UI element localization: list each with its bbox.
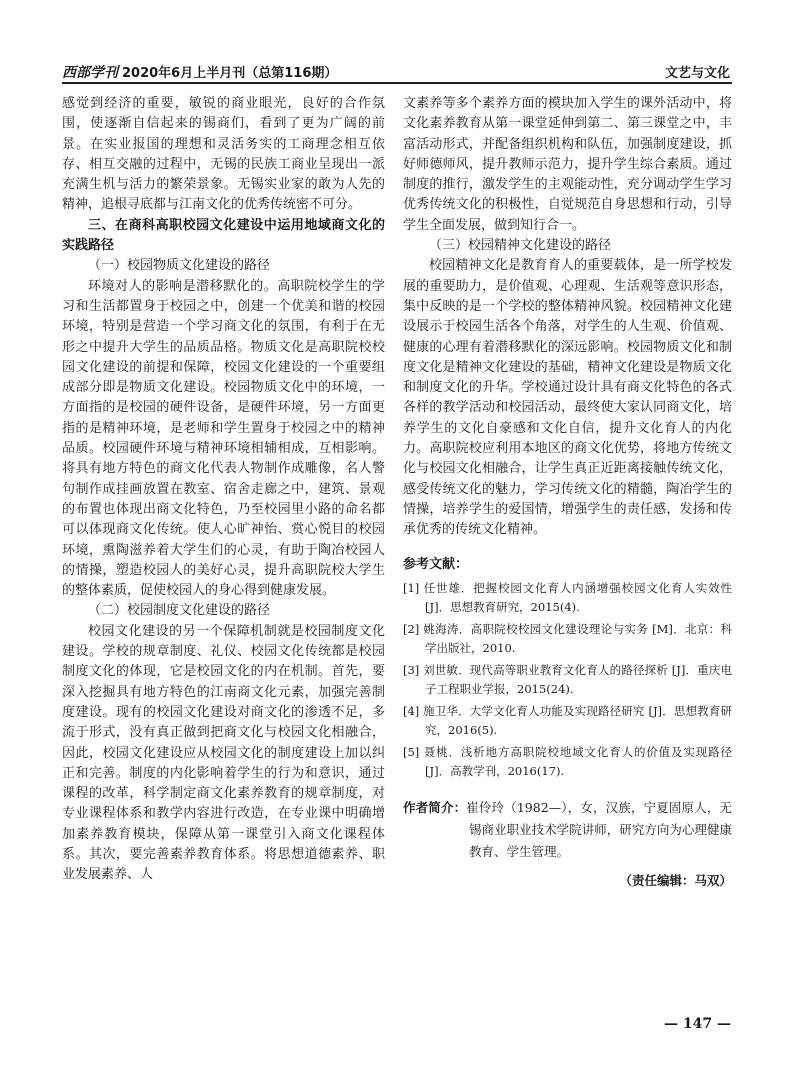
paragraph: 文素养等多个素养方面的模块加入学生的课外活动中，将文化素养教育从第一课堂延伸到第二、第三课堂之中，丰富活动形式，并配备组织机构和队伍，加强制度建设，抓好师德师风，提升教师示范力，提升学生综合素质。通过制度的推行，激发学生的主观能动性，充分调动学生学习优秀传统文化的积极性，自觉规范自身思想和行动，引导学生全面发展，做到知行合一。 bbox=[403, 96, 732, 233]
paragraph: 校园文化建设的另一个保障机制就是校园制度文化建设。学校的规章制度、礼仪、校园文化传统都是校园制度文化的体现，它是校园文化的内在机制。首先，要深入挖掘具有地方特色的江南商文化元素，加强完善制度建设。现有的校园文化建设对商文化的渗透不足，多流于形式，没有真正做到把商文化与校园文化相融合，因此，校园文化建设应从校园文化的制度建设上加以纠正和完善。制度的内化影响着学生的行为和意识，通过课程的改革，科学制定商文化素养教育的规章制度，对专业课程体系和教学内容进行改造，在专业课中明确增加素养教育模块，保障从第一课堂引入商文化课程体系。其次，要完善素养教育体系。将思想道德素养、职业发展素养、人 bbox=[62, 623, 385, 883]
page-number: — 147 — bbox=[664, 1016, 731, 1032]
subsection-heading: （一）校园物质文化建设的路径 bbox=[88, 258, 271, 274]
running-header bbox=[62, 58, 732, 82]
references-list bbox=[403, 579, 732, 781]
paragraph: 校园精神文化是教育育人的重要载体，是一所学校发展的重要助力，是价值观、心理观、生活观等意识形态，集中反映的是一个学校的整体精神风貌。校园精神文化建设展示于校园生活各个角落，对学生的人生观、价值观、健康的心理有着潜移默化的深远影响。校园物质文化和制度文化是精神文化建设的基础，精神文化建设是物质文化和制度文化的升华。学校通过设计具有商文化特色的各式各样的教学活动和校园活动，最终使大家认同商文化，培养学生的文化自豪感和文化自信，提升文化育人的内化力。高职院校应利用本地区的商文化优势，将地方传统文化与校园文化相融合，让学生真正近距离接触传统文化，感受传统文化的魅力，学习传统文化的精髓，陶冶学生的情操，培养学生的爱国情，增强学生的责任感，发扬和传承优秀的传统文化精神。 bbox=[403, 258, 732, 538]
section-title: 文艺与文化 bbox=[664, 66, 730, 81]
issue-info: 2020年6月上半月刊（总第116期） bbox=[122, 66, 338, 81]
reference-item: [1] 任世雄．把握校园文化育人内涵增强校园文化育人实效性[J]．思想教育研究，2015(4). bbox=[403, 580, 732, 614]
author-text: 崔伶玲（1982—），女，汉族，宁夏固原人，无锡商业职业技术学院讲师，研究方向为心理健康教育、学生管理。 bbox=[466, 799, 732, 859]
reference-item: [2] 姚海涛．高职院校校园文化建设理论与实务 [M]．北京：科学出版社，2010. bbox=[403, 621, 732, 655]
journal-info bbox=[62, 62, 337, 82]
subsection-heading: （二）校园制度文化建设的路径 bbox=[88, 603, 271, 619]
references-heading: 参考文献： bbox=[403, 556, 469, 572]
header-rule bbox=[62, 82, 732, 84]
author-label: 作者简介： bbox=[403, 799, 467, 815]
left-column bbox=[62, 94, 385, 886]
paragraph: 感觉到经济的重要，敏锐的商业眼光，良好的合作氛围，使逐渐自信起来的锡商们，看到了更为广阔的前景。在实业报国的理想和灵活务实的工商理念相互依存、相互交融的过程中，无锡的民族工商业呈现出一派充满生机与活力的繁荣景象。无锡实业家的敢为人先的精神，追根寻底都与江南文化的优秀传统密不可分。 bbox=[62, 96, 385, 213]
paragraph: 环境对人的影响是潜移默化的。高职院校学生的学习和生活都置身于校园之中，创建一个优美和谐的校园环境，特别是营造一个学习商文化的氛围，有利于在无形之中提升大学生的品质品格。物质文化是高职院校校园文化建设的前提和保障，校园文化建设的一个重要组成部分即是物质文化建设。校园物质文化中的环境，一方面指的是校园的硬件设备，是硬件环境，另一方面更指的是精神环境，是老师和学生置身于校园之中的精神品质。校园硬件环境与精神环境相辅相成，互相影响。将具有地方特色的商文化代表人物制作成雕像，名人警句制作成挂画放置在教室、宿舍走廊之中，建筑、景观的布置也体现出商文化特色，乃至校园里小路的命名都可以体现商文化传统。使人心旷神怡、赏心悦目的校园环境，熏陶滋养着大学生们的心灵，有助于陶冶校园人的情操，塑造校园人的美好心灵，提升高职院校大学生的整体素质，促使校园人的身心得到健康发展。 bbox=[62, 278, 385, 599]
reference-item: [4] 施卫华．大学文化育人功能及实现路径研究 [J]．思想教育研究，2016(5). bbox=[403, 703, 732, 737]
author-bio bbox=[403, 797, 732, 863]
reference-item: [3] 刘世敏．现代高等职业教育文化育人的路径探析 [J]．重庆电子工程职业学报，2015(24). bbox=[403, 662, 732, 696]
responsible-editor: （责任编辑：马双） bbox=[619, 872, 732, 888]
journal-logo: 西部学刊 bbox=[62, 65, 118, 81]
subsection-heading: （三）校园精神文化建设的路径 bbox=[429, 238, 612, 254]
reference-item: [5] 聂桃．浅析地方高职院校地域文化育人的价值及实现路径 [J]．高教学刊，2016(17). bbox=[403, 744, 732, 778]
section-heading: 三、在商科高职校园文化建设中运用地域商文化的实践路径 bbox=[62, 217, 385, 254]
right-column bbox=[403, 94, 732, 891]
